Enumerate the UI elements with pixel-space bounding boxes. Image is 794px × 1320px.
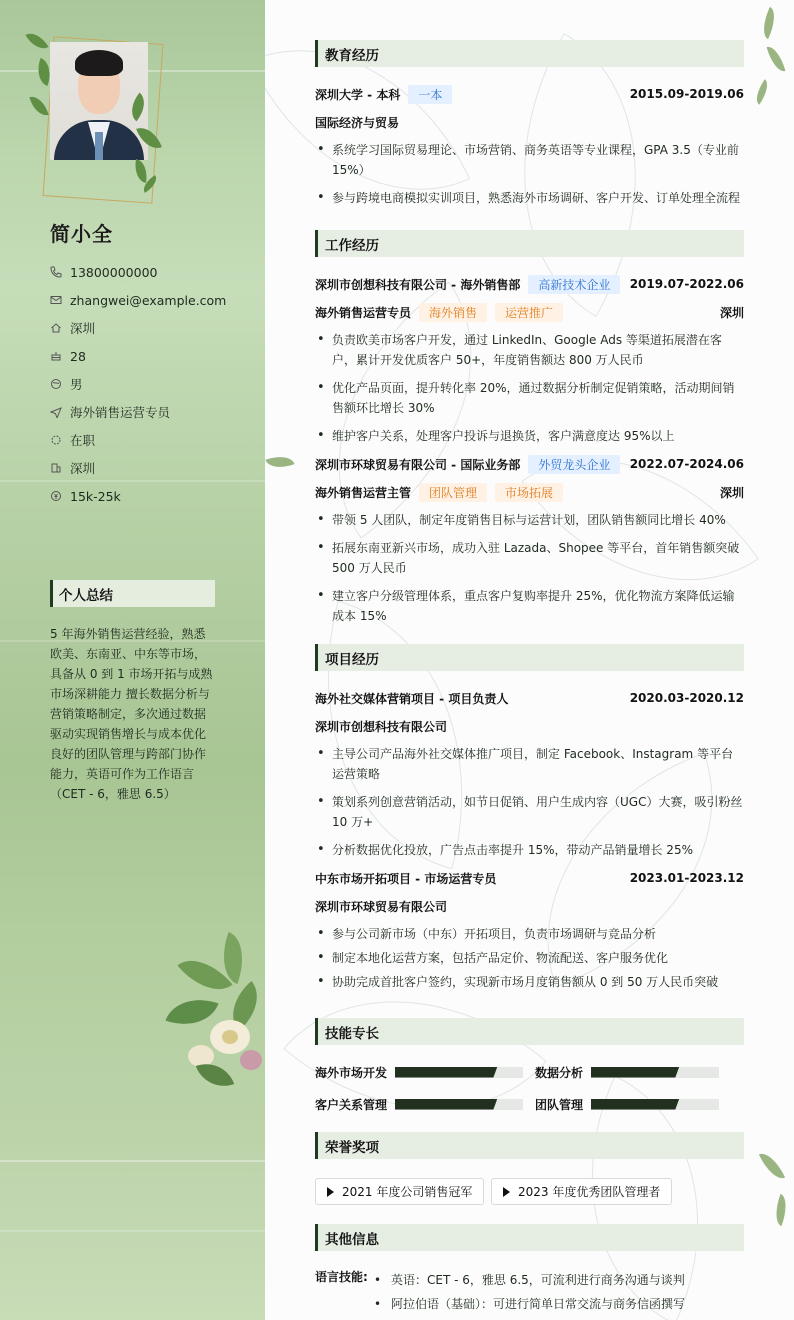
sidebar-texture: [0, 1160, 265, 1162]
work-city-text: 深圳: [70, 461, 96, 476]
leaf-decoration-icon: [770, 1194, 792, 1226]
location-text: 深圳: [70, 321, 96, 336]
company-name: 深圳市环球贸易有限公司 - 国际业务部: [315, 457, 521, 472]
school-name: 深圳大学 - 本科: [315, 87, 401, 102]
skill-name: 客户关系管理: [315, 1097, 388, 1112]
skill-bar-fill: [591, 1099, 679, 1110]
job-period: 2022.07-2024.06: [629, 457, 744, 471]
cake-icon: [50, 350, 62, 362]
job-header: [315, 274, 744, 294]
info-email: [50, 286, 250, 314]
job-role-row: [315, 482, 744, 502]
salary-icon: [50, 490, 62, 502]
job-role: 海外销售运营专员: [315, 305, 412, 320]
skill-item: [315, 1094, 525, 1114]
skill-name: 数据分析: [535, 1065, 584, 1080]
home-icon: [50, 322, 62, 334]
skill-item: [535, 1094, 745, 1114]
leaf-decoration-icon: [25, 28, 48, 54]
info-age: [50, 342, 250, 370]
role-tag: 海外销售: [419, 303, 487, 322]
info-phone: [50, 258, 250, 286]
leaf-decoration-icon: [265, 451, 294, 473]
language-list: [374, 1268, 744, 1316]
job-period: 2019.07-2022.06: [629, 277, 744, 291]
skill-bar-fill: [395, 1067, 497, 1078]
gender-icon: [50, 378, 62, 390]
language-label: 语言技能:: [315, 1270, 368, 1284]
salary-text: 15k-25k: [70, 488, 121, 504]
send-icon: [50, 406, 62, 418]
leaf-decoration-icon: [751, 79, 773, 104]
list-item: • 优化产品页面，提升转化率 20%，通过数据分析制定促销策略，活动期间销售额环比增长 30%: [315, 378, 744, 418]
project-header: [315, 688, 744, 708]
role-tag: 市场拓展: [495, 483, 563, 502]
sidebar-texture: [0, 1230, 265, 1232]
job-role: 海外销售运营主管: [315, 485, 412, 500]
education-header: [315, 84, 744, 104]
skill-bar: [395, 1067, 523, 1078]
education-period: 2015.09-2019.06: [629, 87, 744, 101]
flower-decoration: [170, 930, 265, 1090]
award-item: [315, 1178, 484, 1205]
list-item: • 带领 5 人团队，制定年度销售目标与运营计划，团队销售额同比增长 40%: [315, 510, 744, 530]
award-text: 2021 年度公司销售冠军: [342, 1185, 473, 1199]
work-section-title: 工作经历: [315, 230, 744, 257]
skill-bar-fill: [395, 1099, 497, 1110]
skill-bar: [591, 1099, 719, 1110]
info-gender: [50, 370, 250, 398]
project-name: 海外社交媒体营销项目 - 项目负责人: [315, 691, 509, 706]
gender-text: 男: [70, 377, 83, 392]
list-item: • 维护客户关系，处理客户投诉与退换货，客户满意度达 95%以上: [315, 426, 744, 446]
mail-icon: [50, 294, 62, 306]
skill-item: [315, 1062, 525, 1082]
leaf-decoration-icon: [757, 7, 781, 39]
status-text: 在职: [70, 433, 96, 448]
job-city: 深圳: [719, 305, 744, 320]
other-section-title: 其他信息: [315, 1224, 744, 1251]
award-text: 2023 年度优秀团队管理者: [518, 1185, 661, 1199]
info-location: [50, 314, 250, 342]
leaf-decoration-icon: [29, 94, 48, 119]
list-item: • 参与公司新市场（中东）开拓项目，负责市场调研与竞品分析: [315, 924, 744, 944]
leaf-decoration-icon: [759, 1149, 785, 1184]
list-item: • 系统学习国际贸易理论、市场营销、商务英语等专业课程，GPA 3.5（专业前 15%）: [315, 140, 744, 180]
play-icon: [503, 1187, 510, 1197]
sidebar: [0, 0, 265, 1320]
project-period: 2023.01-2023.12: [629, 871, 744, 885]
project-company: 深圳市创想科技有限公司: [315, 719, 448, 734]
list-item: • 阿拉伯语（基础）：可进行简单日常交流与商务信函撰写: [374, 1292, 744, 1316]
company-tag: 高新技术企业: [528, 275, 620, 294]
role-tag: 运营推广: [495, 303, 563, 322]
job-bullets: [315, 510, 744, 634]
job-bullets: [315, 330, 744, 454]
age-text: 28: [70, 348, 86, 364]
list-item: • 分析数据优化投放，广告点击率提升 15%，带动产品销量增长 25%: [315, 840, 744, 860]
company-name: 深圳市创想科技有限公司 - 海外销售部: [315, 277, 521, 292]
project-company-row: [315, 716, 744, 736]
skill-item: [535, 1062, 745, 1082]
award-item: [491, 1178, 672, 1205]
project-period: 2020.03-2020.12: [629, 691, 744, 705]
project-bullets: [315, 744, 744, 868]
info-work-city: [50, 454, 250, 482]
job-target-text: 海外销售运营专员: [70, 405, 171, 420]
skill-bar: [591, 1067, 719, 1078]
role-tag: 团队管理: [419, 483, 487, 502]
education-major: [315, 112, 744, 132]
list-item: • 英语：CET - 6，雅思 6.5，可流利进行商务沟通与谈判: [374, 1268, 744, 1292]
summary-section-title: 个人总结: [50, 580, 215, 607]
candidate-name: 简小全: [50, 222, 113, 246]
avatar: [30, 20, 170, 200]
awards-section-title: 荣誉奖项: [315, 1132, 744, 1159]
list-item: • 拓展东南亚新兴市场，成功入驻 Lazada、Shopee 等平台，首年销售额突破 500 万人民币: [315, 538, 744, 578]
skill-bar: [395, 1099, 523, 1110]
job-city: 深圳: [719, 485, 744, 500]
school-tag: 一本: [408, 85, 452, 104]
info-job-target: [50, 398, 250, 426]
list-item: • 策划系列创意营销活动，如节日促销、用户生成内容（UGC）大赛，吸引粉丝 10 万+: [315, 792, 744, 832]
list-item: • 主导公司产品海外社交媒体推广项目，制定 Facebook、Instagram 等平台运营策略: [315, 744, 744, 784]
info-salary: [50, 482, 250, 510]
phone-text: 13800000000: [70, 264, 158, 280]
project-name: 中东市场开拓项目 - 市场运营专员: [315, 871, 497, 886]
list-item: • 负责欧美市场客户开发，通过 LinkedIn、Google Ads 等渠道拓展潜在客户，累计开发优质客户 50+，年度销售额达 800 万人民币: [315, 330, 744, 370]
list-item: • 建立客户分级管理体系，重点客户复购率提升 25%，优化物流方案降低运输成本 15%: [315, 586, 744, 626]
projects-section-title: 项目经历: [315, 644, 744, 671]
job-role-row: [315, 302, 744, 322]
skill-bar-fill: [591, 1067, 679, 1078]
skill-name: 海外市场开发: [315, 1065, 388, 1080]
education-bullets: [315, 140, 744, 216]
project-bullets: [315, 924, 744, 996]
company-tag: 外贸龙头企业: [528, 455, 620, 474]
skill-name: 团队管理: [535, 1097, 584, 1112]
major-name: 国际经济与贸易: [315, 115, 400, 130]
leaf-decoration-icon: [767, 44, 786, 74]
list-item: • 制定本地化运营方案，包括产品定价、物流配送、客户服务优化: [315, 948, 744, 968]
contact-info-list: [50, 258, 250, 510]
info-status: [50, 426, 250, 454]
phone-icon: [50, 266, 62, 278]
summary-text: 5 年海外销售运营经验，熟悉欧美、东南亚、中东等市场，具备从 0 到 1 市场开拓与成熟市场深耕能力 擅长数据分析与营销策略制定，多次通过数据驱动实现销售增长与成本优化良好的团队管理与跨部门协作能力，英语可作为工作语言（CET - 6，雅思 6.5）: [50, 627, 213, 801]
job-header: [315, 454, 744, 474]
skills-section-title: 技能专长: [315, 1018, 744, 1045]
education-section-title: 教育经历: [315, 40, 744, 67]
status-icon: [50, 434, 62, 446]
building-icon: [50, 462, 62, 474]
play-icon: [327, 1187, 334, 1197]
list-item: • 参与跨境电商模拟实训项目，熟悉海外市场调研、客户开发、订单处理全流程: [315, 188, 744, 208]
email-text: zhangwei@example.com: [70, 292, 227, 308]
list-item: • 协助完成首批客户签约，实现新市场月度销售额从 0 到 50 万人民币突破: [315, 972, 744, 992]
project-company: 深圳市环球贸易有限公司: [315, 899, 448, 914]
project-header: [315, 868, 744, 888]
project-company-row: [315, 896, 744, 916]
